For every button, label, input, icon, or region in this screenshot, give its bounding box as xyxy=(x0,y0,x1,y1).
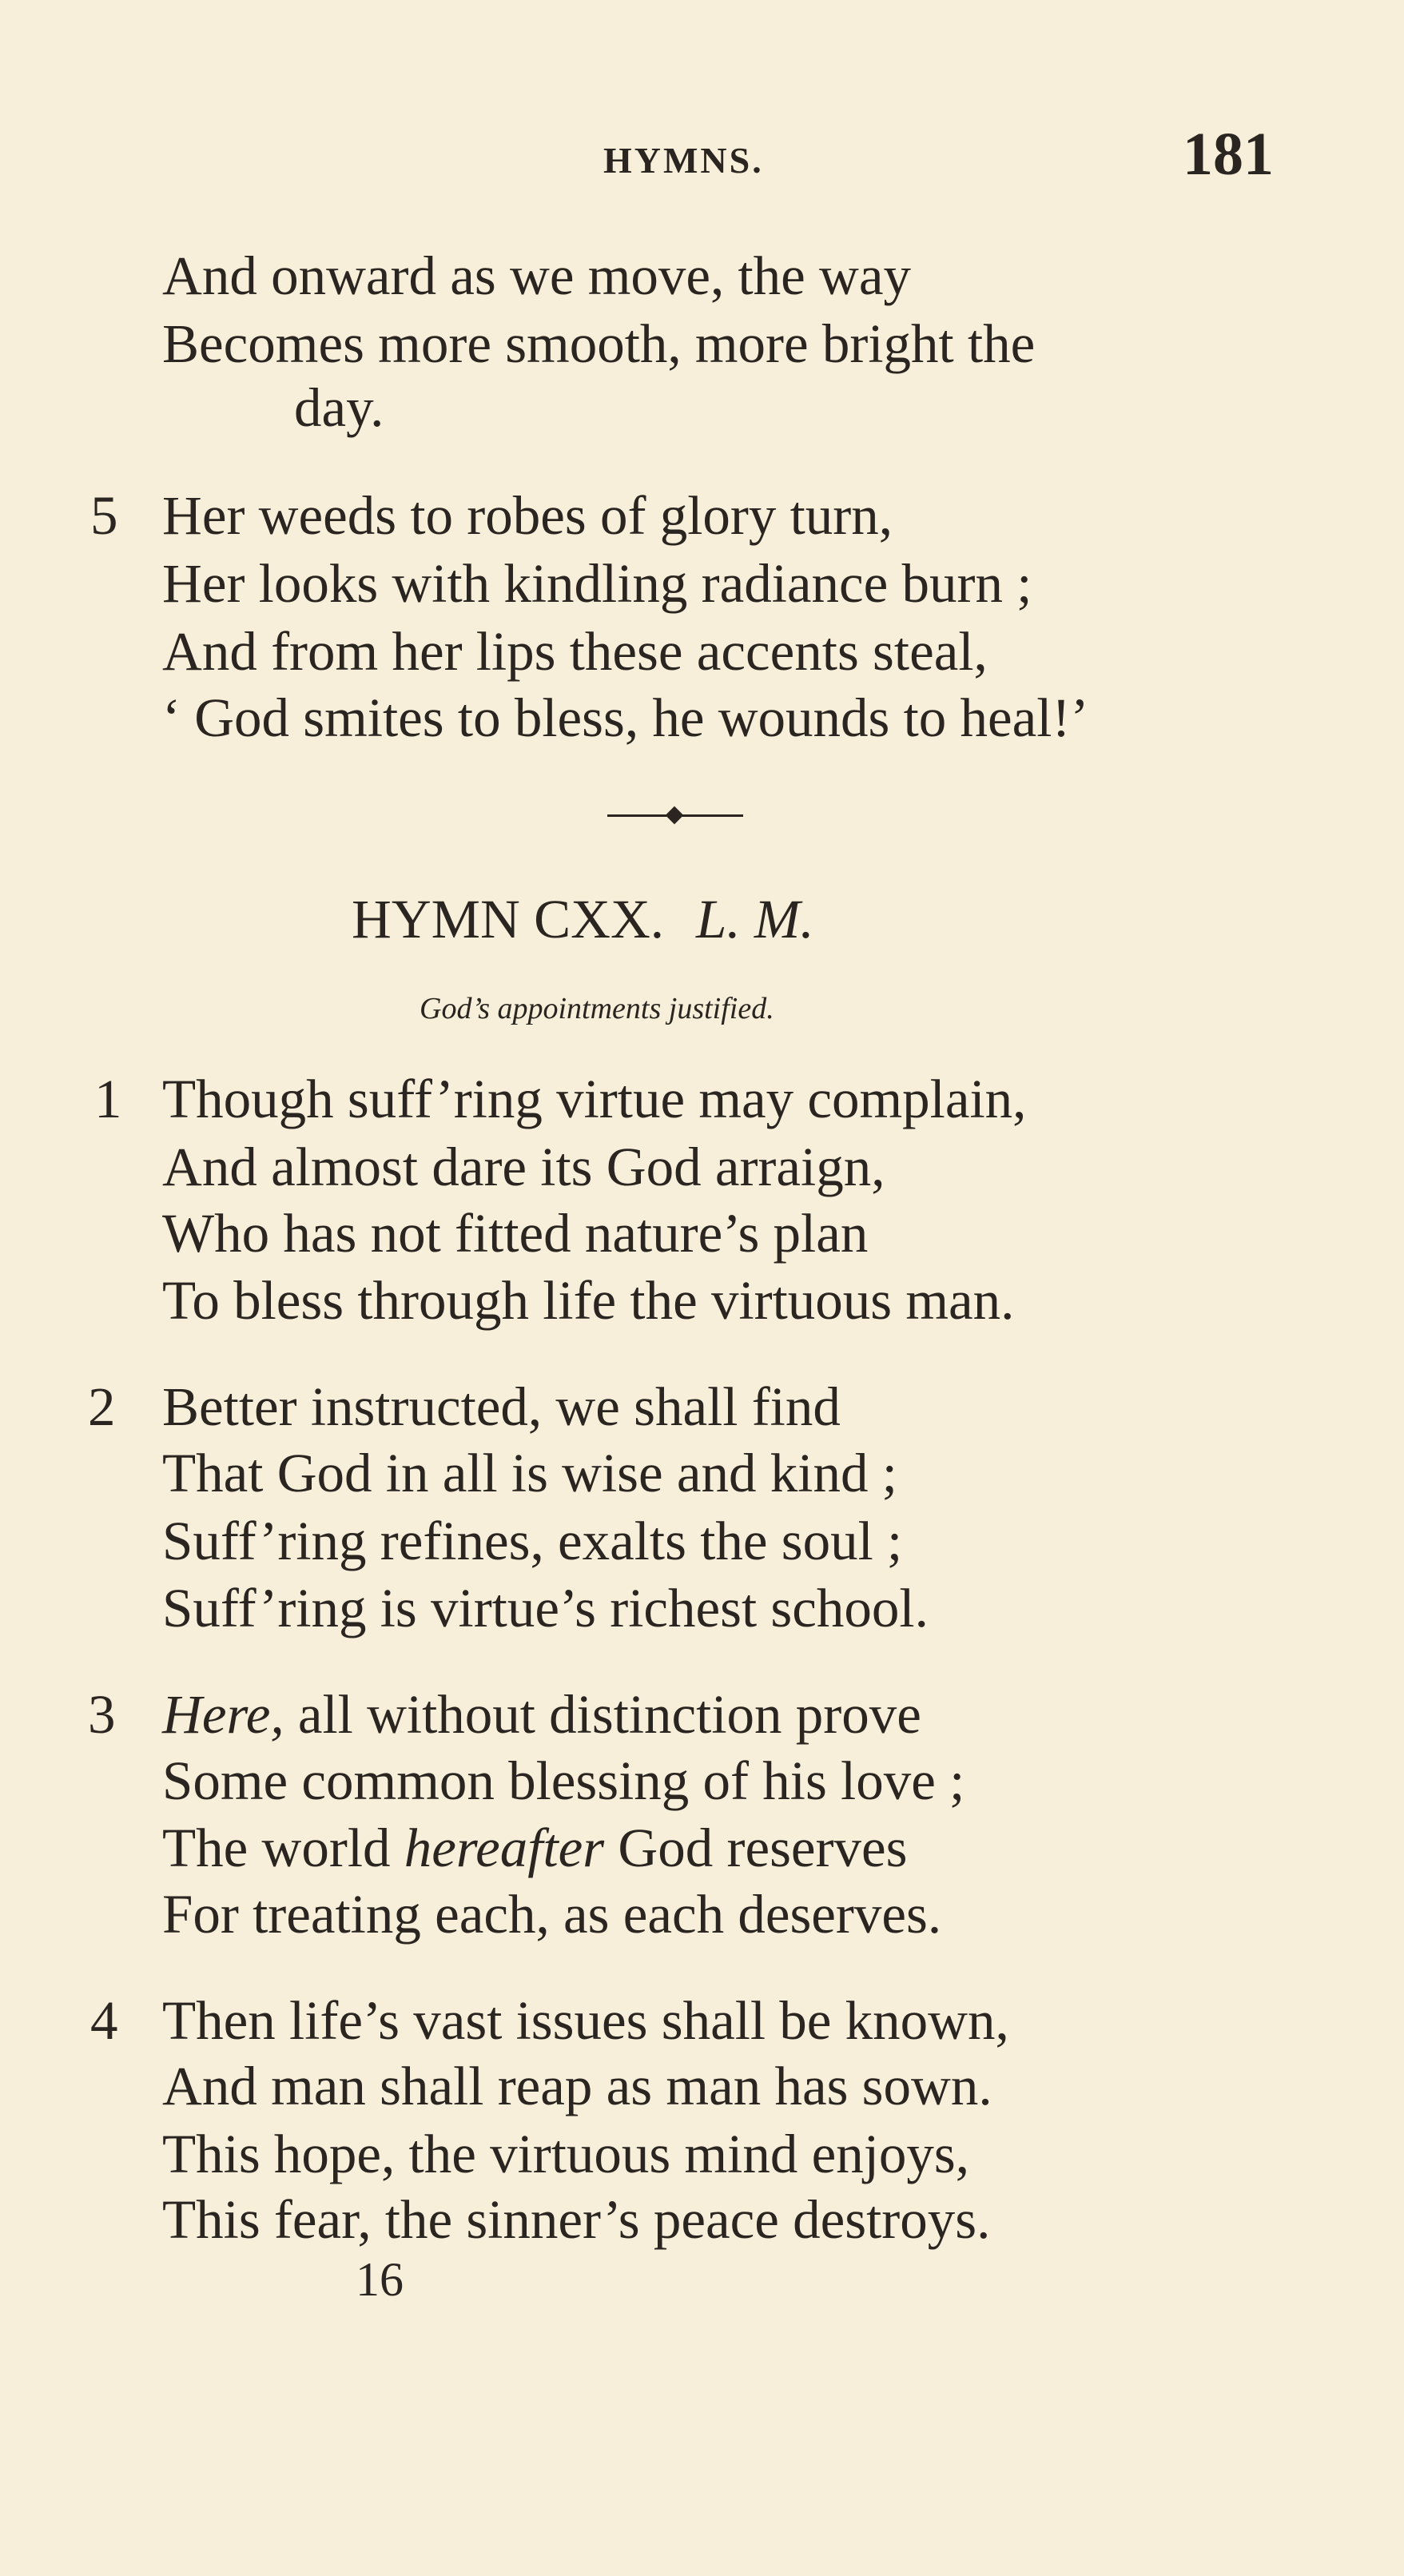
emphasis: Here, xyxy=(162,1684,284,1745)
section-divider xyxy=(607,807,743,823)
verse-line: Becomes more smooth, more bright the xyxy=(162,313,1036,374)
page-number: 181 xyxy=(1183,121,1274,188)
verse-line: This hope, the virtuous mind enjoys, xyxy=(162,2124,970,2184)
verse-line: That God in all is wise and kind ; xyxy=(162,1443,897,1503)
stanza-number: 4 xyxy=(90,1990,118,2051)
verse-line: Some common blessing of his love ; xyxy=(162,1750,965,1811)
verse-line: And almost dare its God arraign, xyxy=(162,1137,885,1197)
emphasis: hereafter xyxy=(404,1818,605,1878)
verse-line: Suff’ring refines, exalts the soul ; xyxy=(162,1511,903,1571)
stanza-number: 5 xyxy=(90,485,118,546)
verse-line: And from her lips these accents steal, xyxy=(162,621,988,682)
hymn-title: HYMN CXX. xyxy=(352,889,665,950)
verse-text: God reserves xyxy=(604,1818,908,1878)
hymn-subtitle: God’s appointments justified. xyxy=(420,992,774,1025)
hymn-meter: L. M. xyxy=(696,889,814,950)
verse-line: Her looks with kindling radiance burn ; xyxy=(162,553,1032,614)
verse-line: For treating each, as each deserves. xyxy=(162,1884,942,1945)
verse-line: Then life’s vast issues shall be known, xyxy=(162,1990,1009,2051)
verse-text: all without distinction prove xyxy=(284,1684,921,1745)
running-title: HYMNS. xyxy=(603,140,764,181)
stanza-number: 1 xyxy=(94,1069,122,1129)
verse-line: Though suff’ring virtue may complain, xyxy=(162,1069,1027,1129)
signature-mark: 16 xyxy=(356,2253,404,2306)
stanza-number: 3 xyxy=(88,1684,116,1745)
stanza-number: 2 xyxy=(88,1376,116,1437)
verse-line: This fear, the sinner’s peace destroys. xyxy=(162,2189,991,2250)
verse-line: To bless through life the virtuous man. xyxy=(162,1270,1015,1331)
verse-line: day. xyxy=(294,377,384,438)
verse-line: ‘ God smites to bless, he wounds to heal!’ xyxy=(162,687,1089,748)
verse-line: Suff’ring is virtue’s richest school. xyxy=(162,1578,929,1638)
diamond-ornament-icon xyxy=(666,806,684,825)
verse-line: And man shall reap as man has sown. xyxy=(162,2056,992,2116)
verse-line xyxy=(162,1816,908,1880)
running-head xyxy=(0,120,1404,188)
verse-line: Her weeds to robes of glory turn, xyxy=(162,485,893,546)
verse-text: The world xyxy=(162,1818,404,1878)
verse-line: Who has not fitted nature’s plan xyxy=(162,1203,869,1264)
verse-line: And onward as we move, the way xyxy=(162,245,911,306)
hymn-heading xyxy=(352,886,814,953)
verse-line: Better instructed, we shall find xyxy=(162,1376,841,1437)
verse-line xyxy=(162,1682,921,1746)
